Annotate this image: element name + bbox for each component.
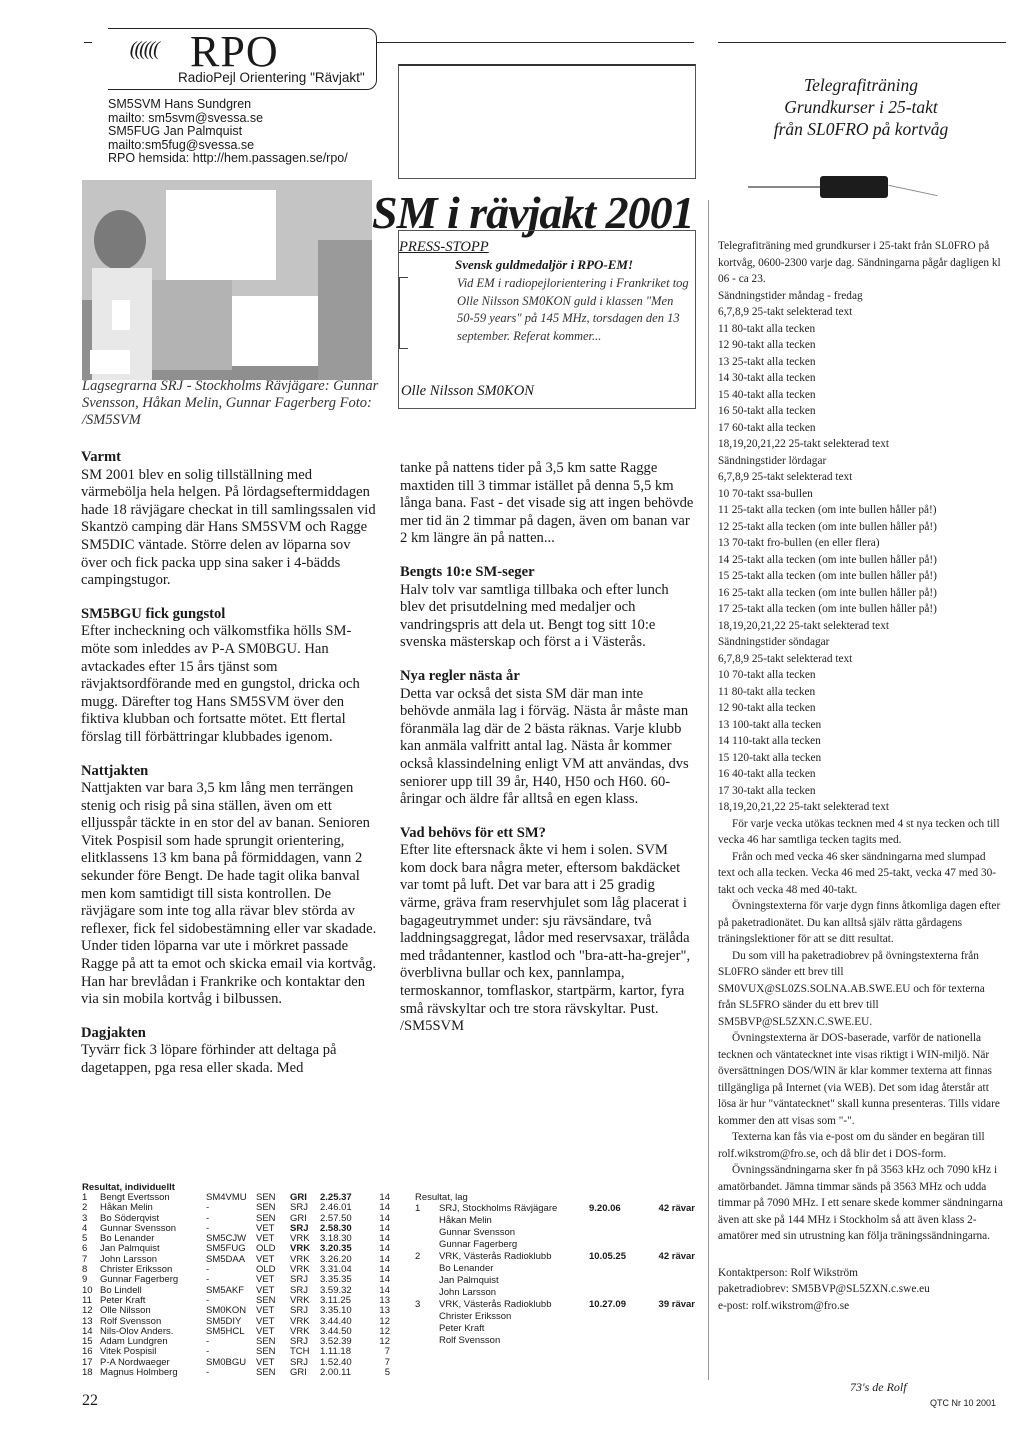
table-cell (645, 1312, 695, 1324)
schedule-line: 17 30-takt alla tecken (718, 784, 816, 797)
logo-subtitle: RadioPejl Orientering "Rävjakt" (178, 70, 365, 85)
table-cell: Bo Lenander (439, 1263, 494, 1274)
table-cell: - (206, 1274, 210, 1286)
table-cell: SM0BGU (206, 1356, 247, 1368)
table-cell: 14 (82, 1325, 93, 1337)
press-title: Svensk guldmedaljör i RPO-EM! (455, 257, 634, 272)
table-cell: SRJ (290, 1356, 308, 1368)
table-cell: 6 (82, 1243, 88, 1255)
table-cell: Bo Lindell (100, 1284, 142, 1296)
photo-illustration (82, 180, 372, 380)
table-cell: 3.11.25 (320, 1294, 351, 1306)
press-signature: Olle Nilsson SM0KON (401, 383, 534, 399)
table-cell: 14 (379, 1243, 390, 1255)
table-cell: SEN (256, 1192, 276, 1203)
sidebar-body (718, 238, 1004, 1314)
table-cell: 3.44.50 (320, 1325, 352, 1337)
schedule-line: 10 70-takt ssa-bullen (718, 487, 813, 500)
schedule-line: 13 70-takt fro-bullen (en eller flera) (718, 537, 880, 549)
schedule-line: Sändningstider söndagar (718, 636, 830, 648)
table-cell: 12 (379, 1336, 390, 1348)
table-cell: 1 (82, 1192, 88, 1203)
table-cell (589, 1336, 645, 1348)
table-cell: 42 rävar (658, 1251, 695, 1262)
table-cell: SRJ (290, 1284, 308, 1296)
table-cell: Gunnar Fagerberg (100, 1274, 179, 1286)
table-cell: 3 (82, 1212, 88, 1224)
table-cell: VET (256, 1356, 275, 1368)
table-cell: 14 (379, 1192, 390, 1203)
table-cell: SM5HCL (206, 1325, 245, 1337)
schedule-line: 15 25-takt alla tecken (om inte bullen håller på!) (718, 570, 937, 582)
table-cell: Nils-Olov Anders. (100, 1325, 174, 1337)
table-cell: GRI (290, 1212, 307, 1224)
table-cell: 5 (82, 1233, 88, 1245)
table-cell (415, 1312, 439, 1324)
table-cell: Gunnar Svensson (439, 1227, 516, 1238)
logo-title: RPO (190, 27, 279, 76)
table-cell: Håkan Melin (100, 1202, 153, 1214)
sidebar-paragraph: För varje vecka utökas tecknen med 4 st nya tecken och till vecka 46 har samtliga tecken tagits med. (718, 817, 1000, 846)
sidebar-paragraph: Från och med vecka 46 sker sändningarna med slumpad text och alla tecken. Vecka 46 med 25-takt, vecka 47 med 30-takt och vecka 48 med 40-takt. (718, 850, 997, 896)
table-cell: Adam Lundgren (100, 1336, 168, 1348)
table-cell (645, 1264, 695, 1276)
table-cell: 10 (82, 1284, 93, 1296)
logo-waves: (((((( (128, 38, 160, 60)
table-cell: 13 (82, 1315, 93, 1327)
schedule-line: 10 70-takt alla tecken (718, 669, 816, 681)
schedule-line: 6,7,8,9 25-takt selekterad text (718, 652, 853, 665)
table-cell: 2 (82, 1202, 88, 1214)
contact-line[interactable]: paketradiobrev: SM5BVP@SL5ZXN.c.swe.eu (718, 1283, 930, 1295)
table-cell: 42 rävar (658, 1203, 695, 1214)
schedule-line: 15 40-takt alla tecken (718, 388, 816, 401)
table-cell: Vitek Pospisil (100, 1346, 157, 1358)
issue-footer: QTC Nr 10 2001 (930, 1398, 997, 1408)
section-heading: Vad behövs för ett SM? (400, 824, 546, 841)
table-cell: Gunnar Fagerberg (439, 1239, 518, 1250)
table-cell: - (206, 1212, 210, 1224)
table-cell: John Larsson (439, 1287, 497, 1298)
table-cell: 12 (379, 1315, 390, 1327)
table-cell: - (206, 1346, 210, 1358)
schedule-line: 12 90-takt alla tecken (718, 339, 816, 351)
table-cell: VRK (290, 1243, 311, 1255)
schedule-line: 14 110-takt alla tecken (718, 735, 821, 747)
table-cell: 7 (82, 1253, 88, 1265)
section-heading: Bengts 10:e SM-seger (400, 563, 535, 580)
table-cell: 2.57.50 (320, 1212, 352, 1224)
schedule-line: Sändningstider måndag - fredag (718, 289, 863, 302)
table-cell: 1.52.40 (320, 1356, 352, 1368)
section-heading: Nya regler nästa år (400, 667, 520, 684)
table-cell: - (206, 1264, 210, 1276)
sidebar-intro: Telegrafiträning med grundkurser i 25-takt från SL0FRO på kortvåg, 0600-2300 varje dag. Sändningarna pågår dagligen kl 06 - ca 23. (718, 240, 1001, 285)
table-cell (415, 1216, 439, 1228)
photo-caption: Lagsegrarna SRJ - Stockholms Rävjägare: Gunnar Svensson, Håkan Melin, Gunnar Fagerberg Foto: /SM5SVM (82, 378, 379, 428)
sidebar-title (718, 74, 1004, 140)
table-cell: VRK (290, 1294, 310, 1306)
section-text: SM 2001 blev en solig tillställning med värmebölja hela helgen. På lördagseftermiddagen hade 18 rävjägare checkat in till samlingssalen vid Skantzö camping där Hans SM5SVM och Ragge SM5DIC väntade. Större delen av löparna sov över och fick packa upp sina saker i 4-bädds campingstugor. (81, 466, 376, 589)
table-cell: 15 (82, 1336, 93, 1348)
article-headline: SM i rävjakt 2001 (372, 187, 694, 238)
contact-line: Kontaktperson: Rolf Wikström (718, 1266, 858, 1279)
table-cell: SEN (256, 1294, 276, 1306)
table-cell: Gunnar Svensson (100, 1222, 177, 1234)
section-heading: SM5BGU fick gungstol (81, 605, 226, 622)
table-cell: Magnus Holmberg (100, 1367, 178, 1379)
table-cell: 18 (82, 1367, 93, 1379)
table-row (415, 1336, 695, 1348)
table-cell (645, 1276, 695, 1288)
table-cell (415, 1276, 439, 1288)
table-cell: GRI (290, 1192, 307, 1203)
table-cell: P-A Nordwaeger (100, 1356, 170, 1368)
table-cell: VET (256, 1233, 275, 1245)
table-cell: 3.59.32 (320, 1284, 352, 1296)
table-cell (645, 1216, 695, 1228)
table-cell: SRJ (290, 1202, 308, 1214)
table-cell: SEN (256, 1336, 276, 1348)
table-cell: 9 (82, 1274, 88, 1286)
table-cell: 14 (379, 1222, 390, 1234)
table-cell: SRJ (290, 1274, 308, 1286)
column-divider (708, 200, 709, 1380)
keyer-device-image (820, 176, 888, 198)
table-cell: Jan Palmquist (439, 1275, 499, 1286)
table-cell: VRK (290, 1264, 310, 1276)
table-cell: 12 (379, 1325, 390, 1337)
table-cell: 3.31.04 (320, 1264, 352, 1276)
team-photo (82, 180, 372, 380)
table-cell: 3 (415, 1299, 421, 1310)
table-cell: VET (256, 1315, 275, 1327)
sidebar-paragraphs (718, 816, 1004, 1245)
table-cell: 13 (379, 1294, 390, 1306)
schedule-line: 11 80-takt alla tecken (718, 685, 816, 698)
section-text: tanke på nattens tider på 3,5 km satte Ragge maxtiden till 3 timmar istället på denna 5,5 km långa bana. Fast - det visade sig att ingen behövde mer tid än 2 timmar på dagen, även om banan var 2 km längre än på natten... (400, 460, 694, 547)
contact-line: SM5FUG Jan Palmquist (108, 124, 243, 139)
table-cell: SM5DAA (206, 1253, 246, 1265)
table-cell: 2.00.11 (320, 1367, 351, 1379)
table-cell: OLD (256, 1243, 276, 1255)
table-cell: 2.58.30 (320, 1222, 352, 1234)
section-heading: Nattjakten (81, 762, 149, 779)
table-cell: 13 (379, 1305, 390, 1317)
table-cell: SM5AKF (206, 1284, 245, 1296)
press-label: PRESS-STOPP (399, 239, 489, 255)
header-rule-left (376, 42, 694, 43)
bracket-decoration (399, 277, 408, 349)
table-cell: 10.27.09 (589, 1299, 626, 1310)
table-cell (589, 1216, 645, 1228)
table-cell: VET (256, 1284, 275, 1296)
section-text: Efter lite eftersnack åkte vi hem i solen. SVM kom dock bara några meter, eftersom bakdäcket var tomt på luft. Det var bara att i 25 gradig värme, gräva fram reservhjulet som låg placerat i bagageutrymmet under: sju rävsändare, två laddningsaggregat, lådor med reservsaxar, trälåda med trådantenner, kastlod och "bra-att-ha-grejer", överblivna bullar och kex, pannlampa, termoskannor, tomflaskor, startpärm, kartor, fyra små rävskyltar och tre stora rävskyltar. Pust. /SM5SVM (400, 842, 691, 1035)
table-cell: - (206, 1294, 210, 1306)
press-body: Vid EM i radiopejlorientering i Frankriket tog Olle Nilsson SM0KON guld i klassen "Men 50-59 years" på 145 MHz, torsdagen den 13 september. Referat kommer... (457, 276, 689, 343)
table-cell: 14 (379, 1212, 390, 1224)
table-cell: 14 (379, 1253, 390, 1265)
schedule-line: 17 25-takt alla tecken (om inte bullen håller på!) (718, 603, 937, 615)
sidebar-paragraph: Övningstexterna för varje dygn finns åtkomliga dagen efter på paketradionätet. Du kan alltså själv rätta gårdagens träningslektioner för att se ditt resultat. (718, 900, 1001, 945)
table-cell: TCH (290, 1346, 310, 1358)
table-cell: Jan Palmquist (100, 1243, 160, 1255)
table-cell: 17 (82, 1356, 93, 1368)
table-cell: SM5FUG (206, 1243, 246, 1255)
table-cell: GRI (290, 1367, 307, 1379)
table-cell: SRJ (290, 1222, 309, 1234)
table-cell: Peter Kraft (439, 1323, 485, 1334)
table-cell: VRK (290, 1325, 310, 1337)
table-cell: - (206, 1336, 210, 1348)
schedule-list (718, 288, 1004, 816)
schedule-line: 13 100-takt alla tecken (718, 718, 822, 731)
table-cell: 12 (82, 1305, 93, 1317)
sidebar-paragraph: Texterna kan fås via e-post om du sänder en begäran till rolf.wikstrom@fro.se, och då blir det i DOS-form. (718, 1131, 985, 1160)
table-cell (415, 1324, 439, 1336)
table-cell: VRK (290, 1315, 310, 1327)
table-cell: 7 (384, 1346, 390, 1358)
table-cell: 14 (379, 1233, 390, 1245)
table-cell: 3.35.35 (320, 1274, 352, 1286)
table-cell: SRJ (290, 1305, 308, 1317)
table-cell: John Larsson (100, 1253, 158, 1265)
table-cell: VRK, Västerås Radioklubb (439, 1299, 552, 1310)
section-text: Efter incheckning och välkomstfika hölls SM-möte som inleddes av P-A SM0BGU. Han avtackades efter 15 års tjänst som rävjaktsordförande med en gungstol, dricka och mugg. Därefter tog Hans SM5SVM över den fiktiva klubban och fortsatte mötet. Ett flertal förslag till förbättringar klubbades igenom. (81, 623, 360, 745)
sidebar-title-line: Grundkurser i 25-takt (784, 97, 938, 117)
table-cell: VRK (290, 1253, 310, 1265)
table-cell: 1 (415, 1203, 421, 1214)
table-cell: 8 (82, 1264, 88, 1276)
table-cell: SEN (256, 1202, 276, 1214)
table-cell: VET (256, 1305, 275, 1317)
table-cell: 3.35.10 (320, 1305, 352, 1317)
results-individual-title: Resultat, individuellt (82, 1182, 175, 1193)
table-cell: SEN (256, 1367, 276, 1379)
schedule-line: 13 25-takt alla tecken (718, 355, 816, 368)
table-cell: 16 (82, 1346, 93, 1358)
sidebar-title-line: Telegrafiträning (803, 75, 919, 95)
table-cell: Olle Nilsson (100, 1305, 151, 1317)
schedule-line: 17 60-takt alla tecken (718, 421, 816, 434)
table-cell: Peter Kraft (100, 1294, 146, 1306)
table-cell: SM5DIY (206, 1315, 242, 1327)
table-cell: VRK, Västerås Radioklubb (439, 1251, 552, 1262)
table-row (82, 1368, 390, 1378)
header-dash (84, 42, 92, 43)
schedule-line: 6,7,8,9 25-takt selekterad text (718, 306, 853, 318)
table-cell: VRK (290, 1233, 310, 1245)
section-text: Halv tolv var samtliga tillbaka och efter lunch blev det prisutdelning med medaljer och vandringspris att dela ut. Bengt tog sitt 10:e svenska mästerskap och först a i Västerås. (400, 581, 669, 651)
table-cell: 3.18.30 (320, 1233, 352, 1245)
contact-block (108, 98, 348, 166)
schedule-line: 15 120-takt alla tecken (718, 751, 822, 764)
table-cell: Bo Lenander (100, 1233, 155, 1245)
schedule-line: 18,19,20,21,22 25-takt selekterad text (718, 801, 889, 813)
table-cell: 5 (384, 1367, 390, 1379)
results-individual-table (82, 1193, 390, 1378)
table-cell: OLD (256, 1264, 276, 1276)
section-heading: Dagjakten (81, 1024, 146, 1041)
table-cell: SEN (256, 1212, 276, 1224)
results-team-table (415, 1204, 695, 1348)
contact-homepage[interactable]: RPO hemsida: http://hem.passagen.se/rpo/ (108, 151, 348, 166)
table-cell: VET (256, 1222, 275, 1234)
table-cell: - (206, 1202, 210, 1214)
schedule-line: 12 25-takt alla tecken (om inte bullen håller på!) (718, 520, 937, 533)
table-cell (589, 1324, 645, 1336)
table-cell: Bo Söderqvist (100, 1212, 160, 1224)
table-cell: 14 (379, 1202, 390, 1214)
press-stop-box (398, 230, 696, 409)
table-cell: Rolf Svensson (100, 1315, 162, 1327)
table-cell: - (206, 1367, 210, 1379)
schedule-line: 16 40-takt alla tecken (718, 768, 816, 780)
table-cell (589, 1276, 645, 1288)
placeholder-frame (398, 64, 696, 179)
table-cell: 2.25.37 (320, 1192, 352, 1203)
table-cell (645, 1324, 695, 1336)
table-cell: VET (256, 1274, 275, 1286)
table-cell: Christer Eriksson (100, 1264, 173, 1276)
table-cell (415, 1264, 439, 1276)
section-text: Tyvärr fick 3 löpare förhinder att deltaga på dagetappen, pga resa eller skada. Med (81, 1042, 337, 1076)
table-cell: SEN (256, 1346, 276, 1358)
article-column-1 (81, 449, 377, 1094)
table-cell: Bengt Evertsson (100, 1192, 170, 1203)
table-cell: VET (256, 1325, 275, 1337)
header-rule-right (718, 42, 1006, 43)
table-cell: SM5CJW (206, 1233, 247, 1245)
table-cell: 3.20.35 (320, 1243, 352, 1255)
sidebar-paragraph: Övningstexterna är DOS-baserade, varför de nationella tecknen och väntatecknet inte visas riktigt i WIN-miljö. När översättningen DOS/WIN är klar kommer texterna att finnas tillgängliga på Internet (via WEB). Det som idag återstår att lösa är hur "väntatecknet" skall kunna presenteras. Tills vidare kommer den att visas som "-". (718, 1032, 1000, 1127)
sidebar-title-line: från SL0FRO på kortvåg (773, 119, 949, 139)
table-cell: Christer Eriksson (439, 1311, 512, 1322)
table-cell: 7 (384, 1356, 390, 1368)
table-cell (645, 1336, 695, 1348)
contact-line[interactable]: e-post: rolf.wikstrom@fro.se (718, 1299, 850, 1312)
table-cell: 10.05.25 (589, 1251, 626, 1262)
results-team-title: Resultat, lag (415, 1192, 468, 1203)
contact-person-block (718, 1265, 1004, 1315)
page-number: 22 (82, 1392, 98, 1409)
table-cell: 9.20.06 (589, 1203, 621, 1214)
table-cell: 3.44.40 (320, 1315, 352, 1327)
table-cell (415, 1336, 439, 1348)
table-cell (589, 1312, 645, 1324)
schedule-line: 16 50-takt alla tecken (718, 405, 816, 417)
schedule-line: Sändningstider lördagar (718, 454, 827, 467)
schedule-line: 11 80-takt alla tecken (718, 322, 816, 335)
sidebar-paragraph: Du som vill ha paketradiobrev på övningstexterna från SL0FRO sänder ett brev till SM0VUX@SL0ZS.SOLNA.AB.SWE.EU och för texterna från SL5FRO sänder du ett brev till SM5BVP@SL5ZXN.C.SWE.EU. (718, 949, 985, 1028)
table-cell (645, 1228, 695, 1240)
device-cable (888, 185, 937, 196)
table-cell: VET (256, 1253, 275, 1265)
table-cell: Rolf Svensson (439, 1335, 501, 1346)
table-cell: 39 rävar (658, 1299, 695, 1310)
table-cell: SM4VMU (206, 1192, 247, 1203)
contact-email[interactable]: mailto:sm5fug@svessa.se (108, 137, 255, 152)
contact-email[interactable]: mailto: sm5svm@svessa.se (108, 110, 264, 125)
schedule-line: 11 25-takt alla tecken (om inte bullen håller på!) (718, 504, 937, 516)
schedule-line: 6,7,8,9 25-takt selekterad text (718, 471, 853, 483)
section-heading: Varmt (81, 449, 121, 465)
table-cell (415, 1228, 439, 1240)
table-cell: SRJ, Stockholms Rävjägare (439, 1203, 558, 1214)
schedule-line: 16 25-takt alla tecken (om inte bullen håller på!) (718, 586, 937, 599)
table-cell: 14 (379, 1274, 390, 1286)
section-text: Nattjakten var bara 3,5 km lång men terrängen stenig och risig på sina ställen, även om ett elljusspår täckte in en stor del av banan. Senioren Vitek Pospisil som hade sprungit orientering, elitklassens 13 km bana på förmiddagen, vann 2 sekunder före Bengt. De hade tagit olika banval men kom samtidigt till sista kontrollen. De rävjägare som inte tog alla rävar blev störda av reflexer, fick fel sidobestämning eller var skadade. Under tiden löparna var ute i mörkret passade Ragge på att ta emot och skicka email via kortvåg. Han har brevlådan i Frankrike och kontaktar den via sin mobila kortvåg i bilbussen. (81, 780, 377, 1008)
device-cable (748, 186, 822, 188)
schedule-line: 14 25-takt alla tecken (om inte bullen håller på!) (718, 553, 937, 566)
schedule-line: 18,19,20,21,22 25-takt selekterad text (718, 438, 889, 450)
table-cell: 3.52.39 (320, 1336, 352, 1348)
table-cell: 1.11.18 (320, 1346, 351, 1358)
table-cell: SRJ (290, 1336, 308, 1348)
contact-line: SM5SVM Hans Sundgren (108, 97, 252, 111)
table-cell: 2.46.01 (320, 1202, 352, 1214)
table-cell: 3.26.20 (320, 1253, 352, 1265)
table-cell: - (206, 1222, 210, 1234)
sidebar-paragraph: Övningssändningarna sker fn på 3563 kHz och 7090 kHz i amatörbandet. Jämna timmar sänds på 3563 MHz och udda timmar på 7090 MHz. I ett senare skede kommer sändningarna även att ske på 144 MHz i Stockholm så att även klass 2-amatörer med sin utrustning kan följa träningssändningarna. (718, 1164, 1003, 1242)
schedule-line: 18,19,20,21,22 25-takt selekterad text (718, 619, 889, 632)
sidebar-author: 73's de Rolf (850, 1380, 907, 1394)
table-cell: 14 (379, 1284, 390, 1296)
table-cell (589, 1264, 645, 1276)
table-cell: 4 (82, 1222, 88, 1234)
table-cell: 2 (415, 1251, 421, 1262)
table-cell (589, 1228, 645, 1240)
table-cell: 14 (379, 1264, 390, 1276)
schedule-line: 12 90-takt alla tecken (718, 702, 816, 714)
section-text: Detta var också det sista SM där man inte behövde anmäla lag i förväg. Nästa år måste man föranmäla lag där de 2 bästa räknas. Varje klubb kan anmäla valfritt antal lag. Nästa år kommer också klassindelning enligt VM att användas, dvs seniorer upp till 39 år, H40, H50 och H60. 60-åringar och äldre får alltså en egen klass. (400, 685, 689, 808)
schedule-line: 14 30-takt alla tecken (718, 372, 816, 384)
article-column-2 (400, 460, 696, 1052)
table-cell: 11 (82, 1294, 92, 1306)
table-cell: Håkan Melin (439, 1215, 492, 1226)
table-cell: SM0KON (206, 1305, 247, 1317)
